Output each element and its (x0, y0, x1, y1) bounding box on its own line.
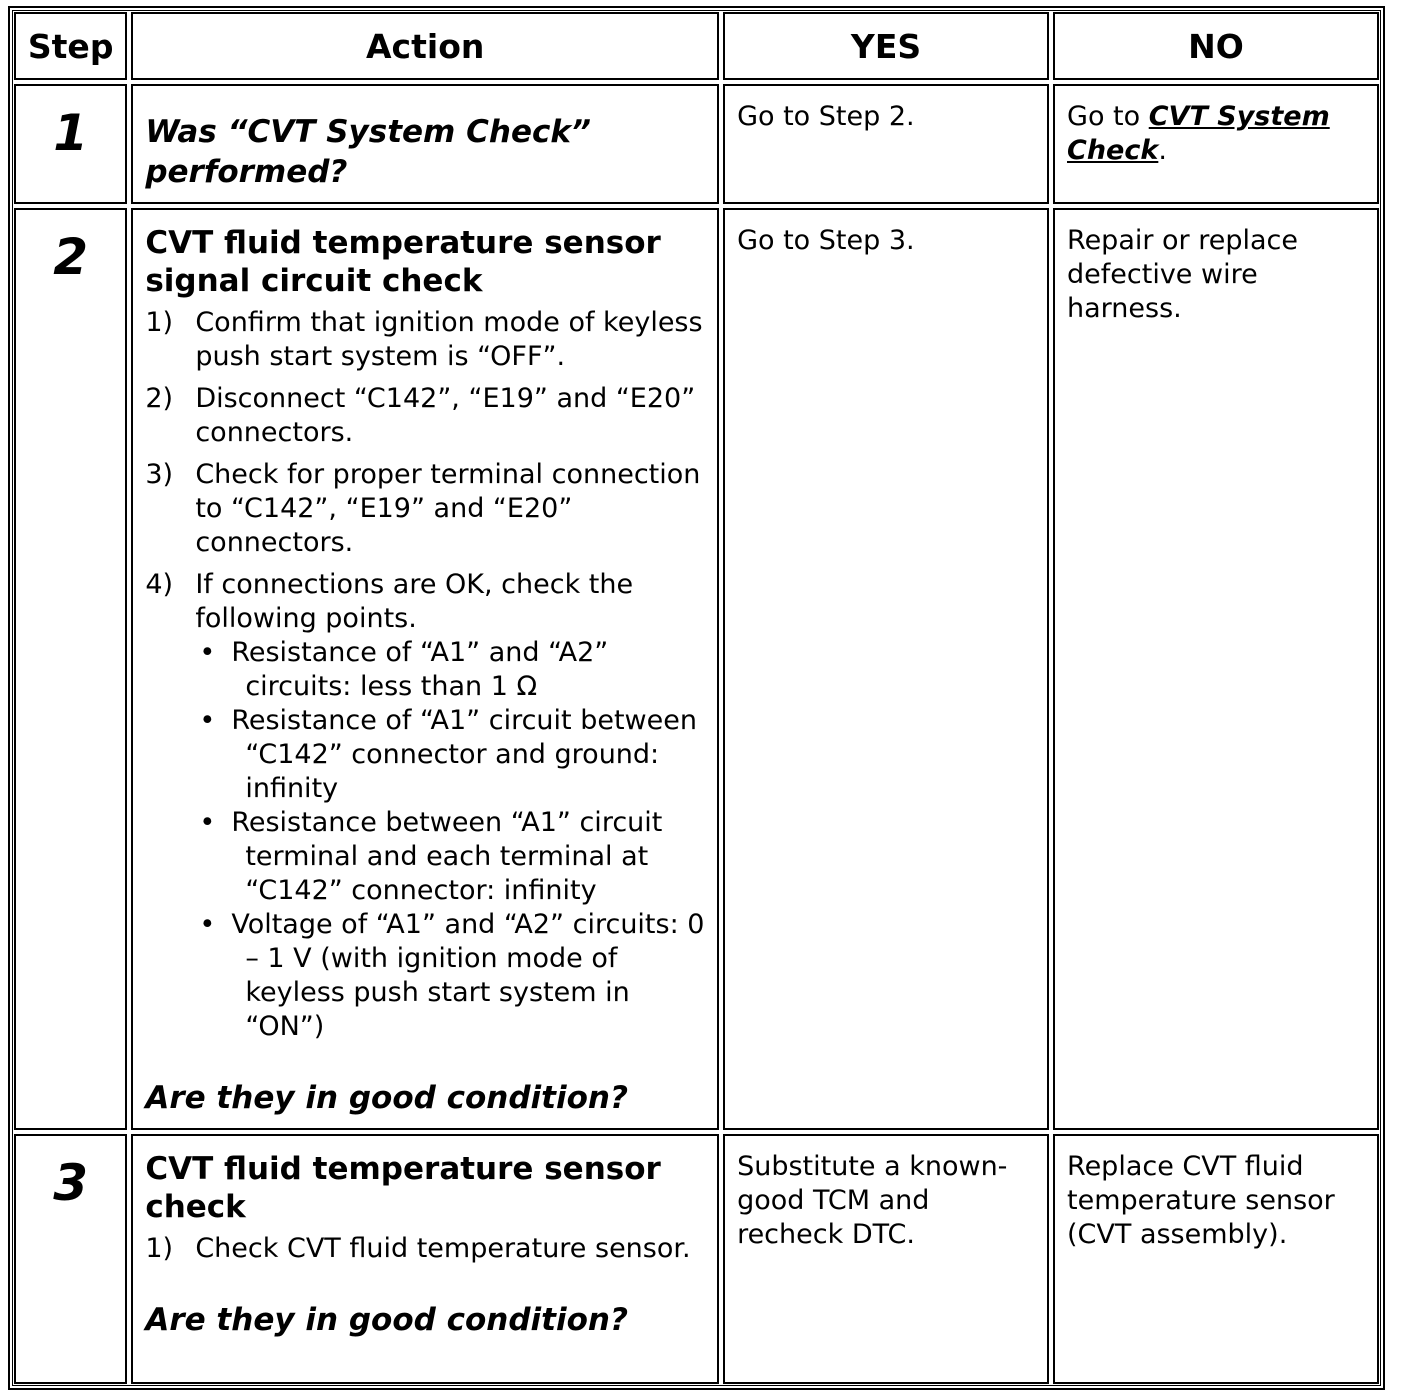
check-points-list (195, 636, 705, 1044)
bullet-item (195, 908, 705, 1044)
action-question: Are they in good condition? (145, 1080, 628, 1116)
yes-cell: Go to Step 2. (723, 84, 1049, 204)
bullet-icon: • (199, 705, 216, 736)
diagnostic-table (8, 6, 1385, 1390)
no-cell (1053, 84, 1379, 204)
bullet-text: Voltage of “A1” and “A2” circuits: 0 – 1 V (with ignition mode of keyless push start system in “ON”) (231, 909, 705, 1042)
list-item (145, 1232, 705, 1266)
step-number: 3 (14, 1134, 127, 1384)
item-text: If connections are OK, check the following points. (195, 569, 634, 634)
item-text: Confirm that ignition mode of keyless push start system is “OFF”. (195, 307, 703, 372)
list-item (145, 458, 705, 560)
bullet-item (195, 636, 705, 704)
bullet-icon: • (199, 909, 216, 940)
header-step: Step (14, 12, 127, 80)
procedure-list (145, 306, 705, 1044)
action-question: Was “CVT System Check” performed? (145, 114, 591, 190)
no-cell: Replace CVT fluid temperature sensor (CVT assembly). (1053, 1134, 1379, 1384)
list-item (145, 306, 705, 374)
item-text: Check for proper terminal connection to “C142”, “E19” and “E20” connectors. (195, 459, 701, 558)
bullet-text: Resistance of “A1” and “A2” circuits: less than 1 Ω (231, 637, 609, 702)
action-question: Are they in good condition? (145, 1302, 628, 1338)
header-action: Action (131, 12, 719, 80)
bullet-text: Resistance of “A1” circuit between “C142” connector and ground: infinity (231, 705, 697, 804)
no-text: Go to (1067, 101, 1149, 132)
table-row (14, 84, 1379, 204)
list-item (145, 568, 705, 1044)
item-number: 4) (145, 569, 174, 600)
step-number: 2 (14, 208, 127, 1130)
item-number: 1) (145, 307, 174, 338)
procedure-list (145, 1232, 705, 1266)
bullet-item (195, 806, 705, 908)
item-text: Check CVT fluid temperature sensor. (195, 1233, 691, 1264)
bullet-icon: • (199, 807, 216, 838)
header-yes: YES (723, 12, 1049, 80)
header-no: NO (1053, 12, 1379, 80)
bullet-item (195, 704, 705, 806)
cvt-system-check-link[interactable]: CVT System Check (1067, 101, 1330, 166)
yes-cell: Go to Step 3. (723, 208, 1049, 1130)
action-title: CVT fluid temperature sensor check (145, 1151, 661, 1225)
no-text: . (1158, 135, 1167, 166)
table-row (14, 1134, 1379, 1384)
no-cell: Repair or replace defective wire harness. (1053, 208, 1379, 1130)
item-number: 2) (145, 383, 174, 414)
yes-cell: Substitute a known-good TCM and recheck DTC. (723, 1134, 1049, 1384)
action-cell (131, 84, 719, 204)
list-item (145, 382, 705, 450)
item-text: Disconnect “C142”, “E19” and “E20” connectors. (195, 383, 696, 448)
header-row (14, 12, 1379, 80)
action-cell (131, 1134, 719, 1384)
bullet-text: Resistance between “A1” circuit terminal and each terminal at “C142” connector: infinity (231, 807, 663, 906)
action-title: CVT fluid temperature sensor signal circuit check (145, 225, 661, 299)
action-cell (131, 208, 719, 1130)
table-row (14, 208, 1379, 1130)
item-number: 1) (145, 1233, 174, 1264)
item-number: 3) (145, 459, 174, 490)
step-number: 1 (14, 84, 127, 204)
bullet-icon: • (199, 637, 216, 668)
